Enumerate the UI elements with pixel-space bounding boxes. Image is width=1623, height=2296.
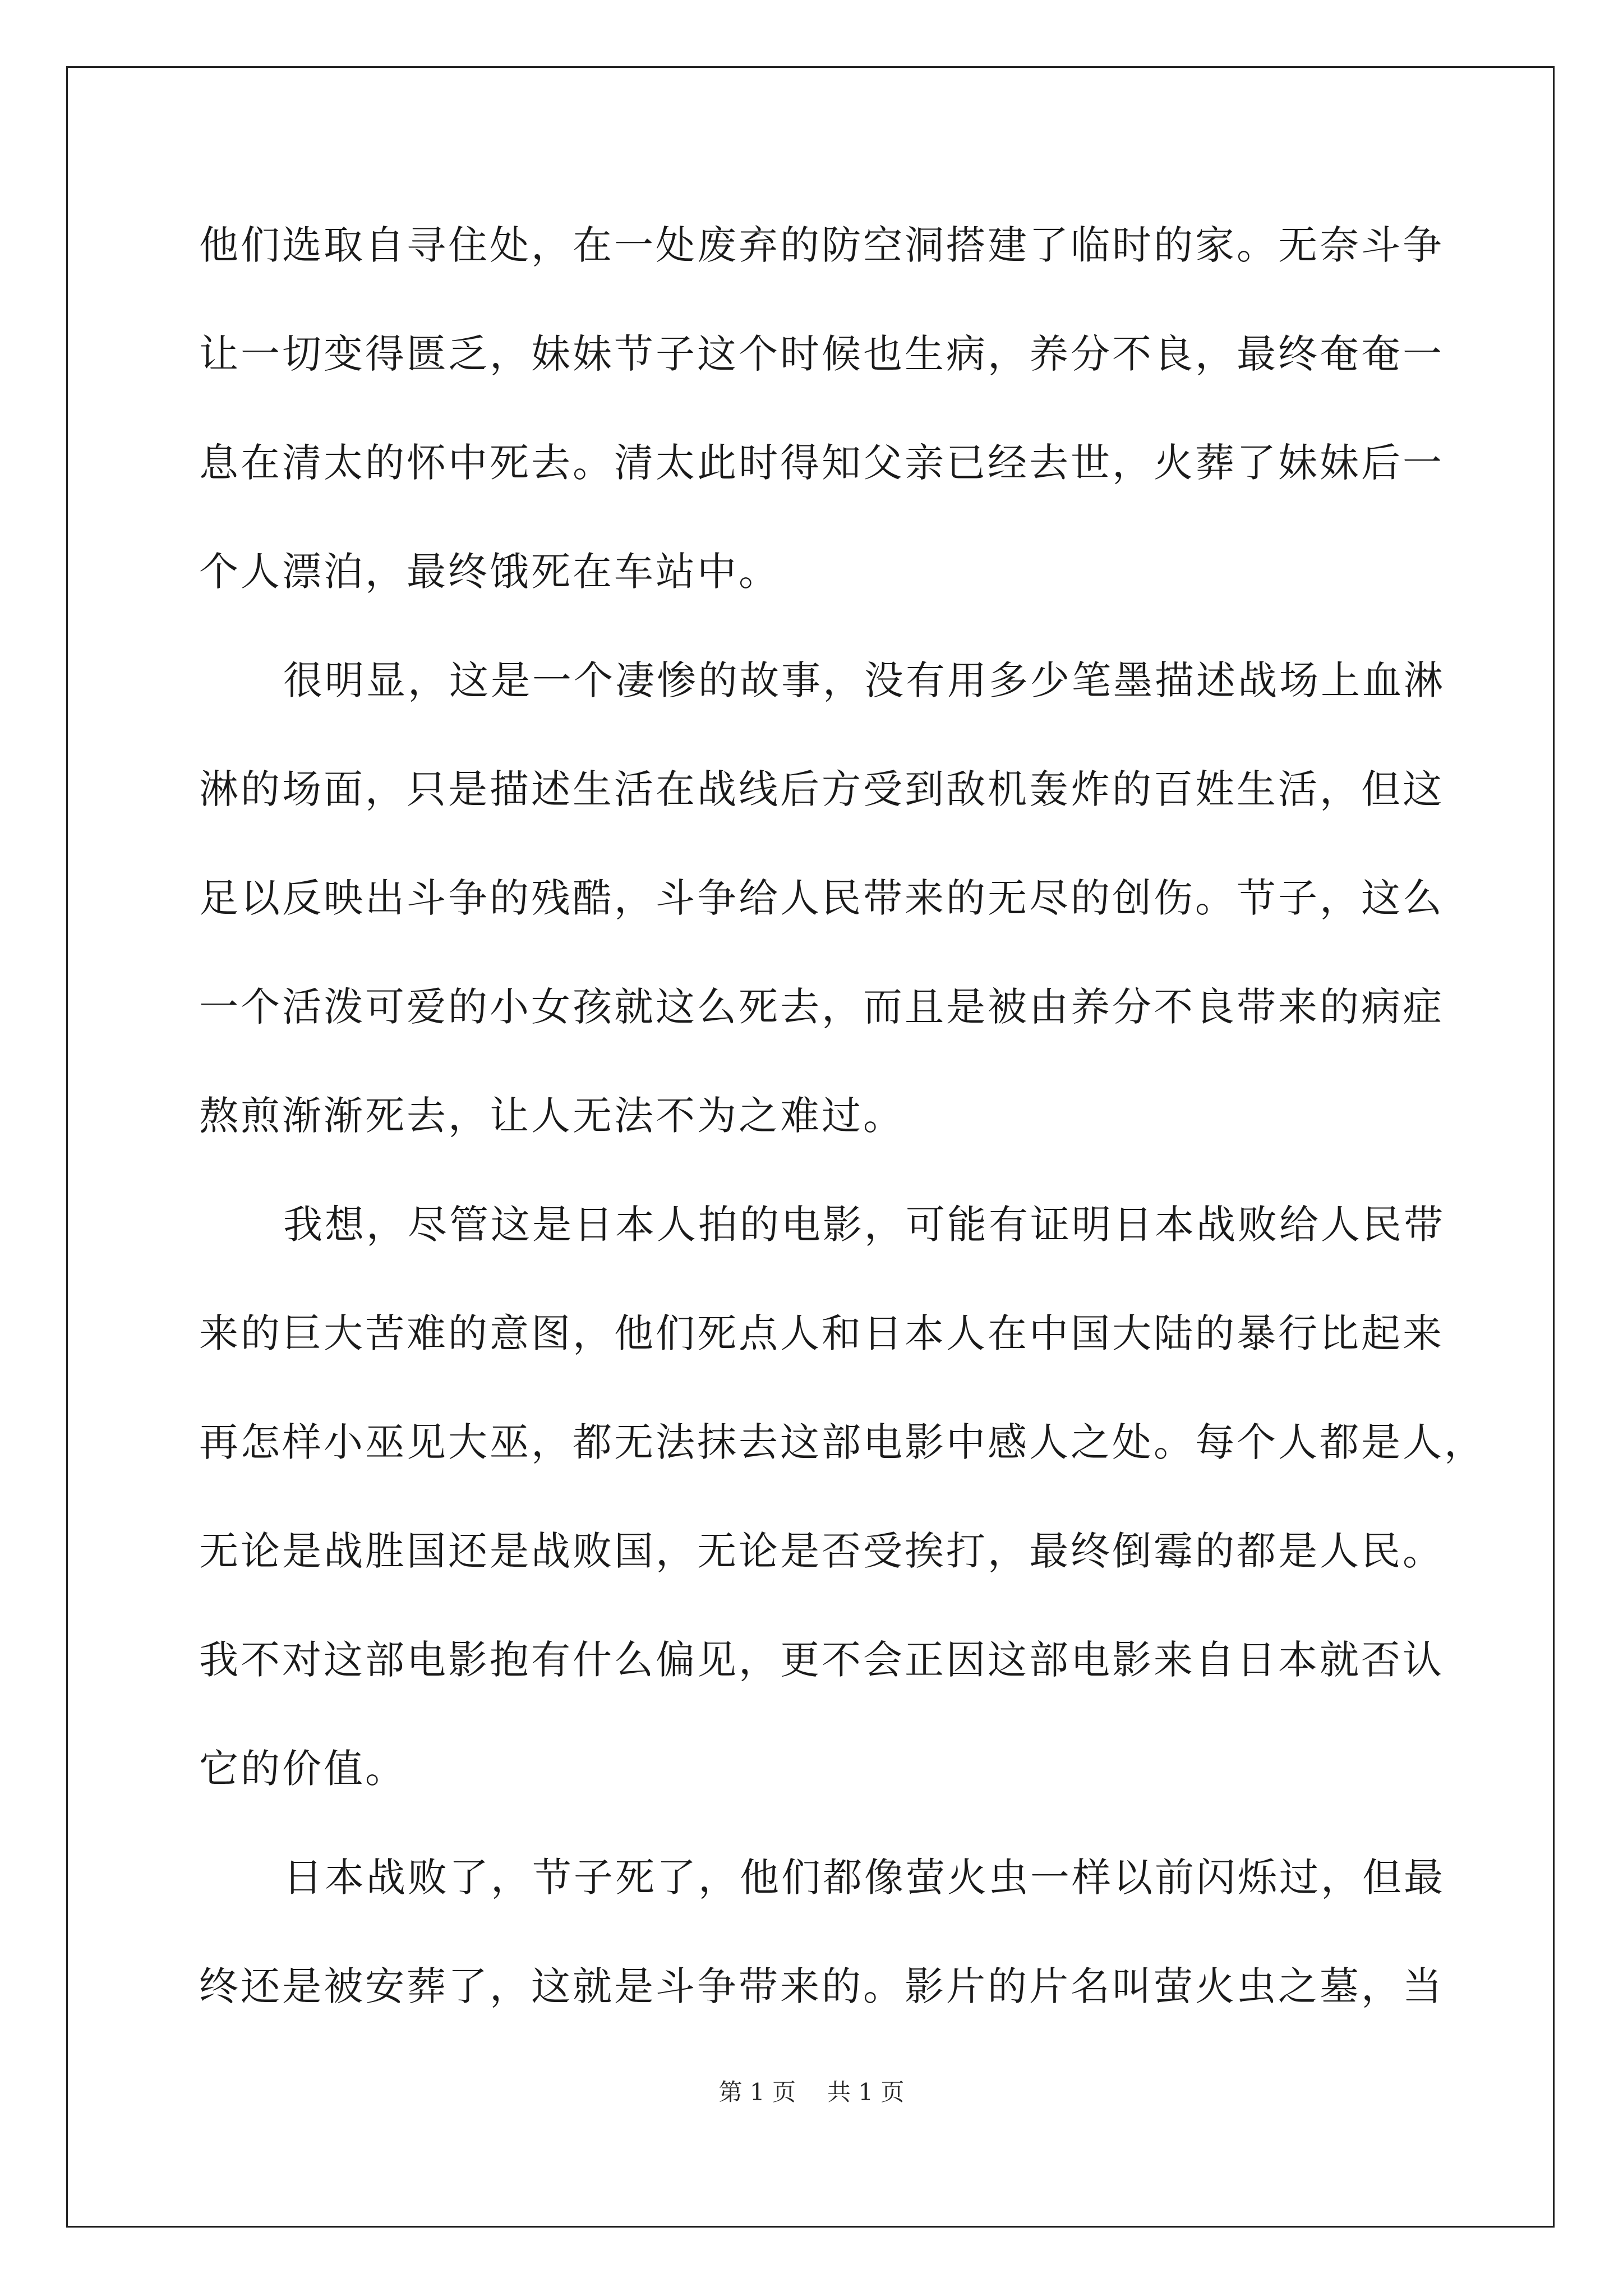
text-line: 足以反映出斗争的残酷，斗争给人民带来的无尽的创伤。节子，这么	[199, 875, 1444, 921]
text-line-indented: 日本战败了，节子死了，他们都像萤火虫一样以前闪烁过，但最	[283, 1855, 1445, 1901]
text-line: 来的巨大苦难的意图，他们死点人和日本人在中国大陆的暴行比起来	[199, 1310, 1444, 1356]
text-line: 无论是战胜国还是战败国，无论是否受挨打，最终倒霉的都是人民。	[199, 1528, 1444, 1574]
page-total: 共 1 页	[827, 2078, 905, 2106]
text-line: 息在清太的怀中死去。清太此时得知父亲已经去世，火葬了妹妹后一	[199, 440, 1444, 486]
text-line: 再怎样小巫见大巫，都无法抹去这部电影中感人之处。每个人都是人，	[199, 1419, 1486, 1465]
text-line: 我不对这部电影抱有什么偏见，更不会正因这部电影来自日本就否认	[199, 1637, 1444, 1683]
page-number: 第 1 页	[718, 2078, 796, 2106]
text-line: 熬煎渐渐死去，让人无法不为之难过。	[199, 1093, 905, 1139]
text-line: 让一切变得匮乏，妹妹节子这个时候也生病，养分不良，最终奄奄一	[199, 331, 1444, 377]
text-line-indented: 我想，尽管这是日本人拍的电影，可能有证明日本战败给人民带	[283, 1202, 1445, 1248]
page-footer	[0, 2078, 1623, 2106]
text-line: 终还是被安葬了，这就是斗争带来的。影片的片名叫萤火虫之墓，当	[199, 1963, 1444, 2009]
document-body	[199, 220, 1486, 2070]
text-line: 淋的场面，只是描述生活在战线后方受到敌机轰炸的百姓生活，但这	[199, 766, 1444, 812]
text-line: 它的价值。	[199, 1746, 407, 1792]
text-line: 他们选取自寻住处，在一处废弃的防空洞搭建了临时的家。无奈斗争	[199, 222, 1444, 268]
text-line-indented: 很明显，这是一个凄惨的故事，没有用多少笔墨描述战场上血淋	[283, 657, 1445, 703]
text-line: 个人漂泊，最终饿死在车站中。	[199, 549, 780, 595]
text-line: 一个活泼可爱的小女孩就这么死去，而且是被由养分不良带来的病症	[199, 984, 1444, 1030]
